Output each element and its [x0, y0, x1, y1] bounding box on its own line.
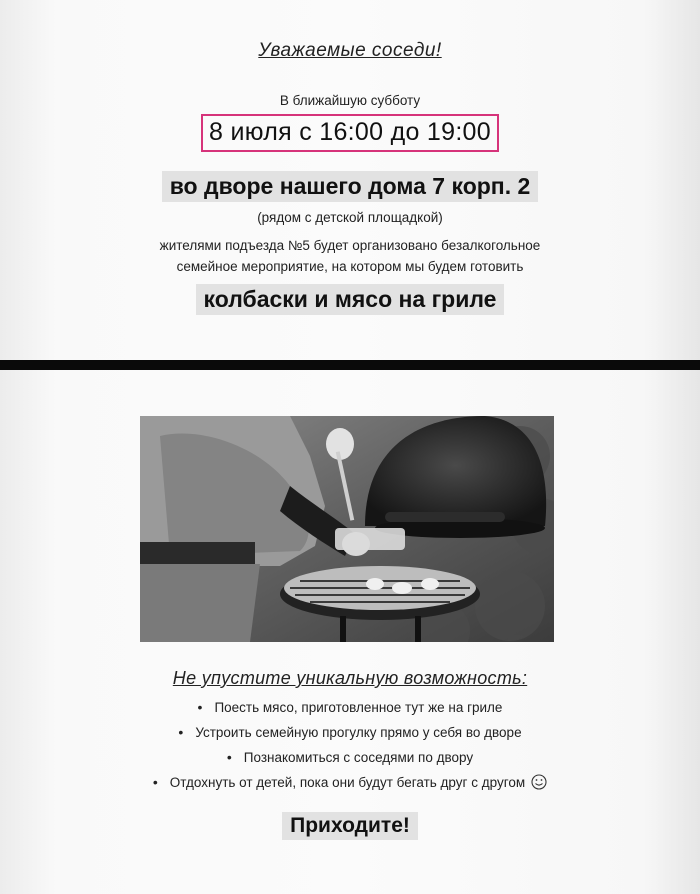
location-note: (рядом с детской площадкой)	[257, 210, 443, 225]
offer-heading: Не упустите уникальную возможность:	[172, 668, 528, 688]
intro-text: В ближайшую субботу	[279, 93, 421, 108]
closing-text: Приходите!	[282, 812, 418, 840]
smile-icon	[531, 774, 547, 796]
list-item: • Отдохнуть от детей, пока они будут бегать друг с другом	[0, 772, 700, 797]
list-item: • Поесть мясо, приготовленное тут же на гриле	[0, 697, 700, 722]
benefits-list	[0, 697, 700, 797]
location-block	[0, 171, 700, 202]
date-block	[0, 114, 700, 152]
event-date-time: 8 июля с 16:00 до 19:00	[201, 114, 499, 152]
greeting-heading: Уважаемые соседи!	[258, 40, 442, 61]
event-location: во дворе нашего дома 7 корп. 2	[162, 171, 539, 202]
list-item: • Познакомиться с соседями по двору	[0, 747, 700, 772]
event-description	[0, 235, 700, 277]
description-line: семейное мероприятие, на котором мы будем готовить	[176, 259, 524, 274]
description-line: жителями подъезда №5 будет организовано безалкогольное	[159, 238, 541, 253]
closing-block	[0, 812, 700, 840]
list-item: • Устроить семейную прогулку прямо у себя во дворе	[0, 722, 700, 747]
grill-photo-icon	[140, 416, 554, 642]
food-block	[0, 284, 700, 315]
food-text: колбаски и мясо на гриле	[196, 284, 505, 315]
